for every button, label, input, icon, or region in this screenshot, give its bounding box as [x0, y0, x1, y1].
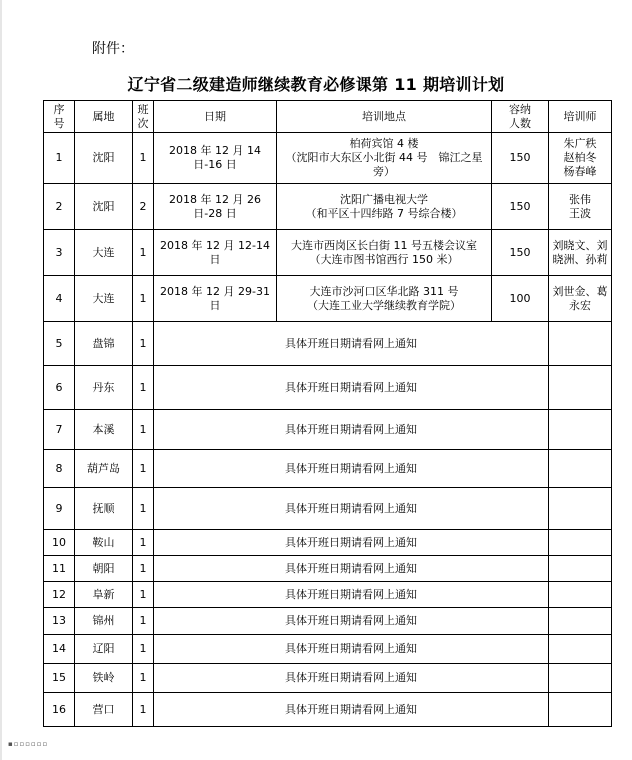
cell-class: 1 [133, 608, 154, 635]
cell-capacity: 150 [492, 184, 549, 230]
header-capacity: 容纳 人数 [492, 101, 549, 133]
cell-trainer-empty [549, 635, 612, 664]
cell-trainer-empty [549, 664, 612, 693]
cell-class: 1 [133, 693, 154, 727]
cell-place: 鞍山 [75, 530, 133, 556]
cell-place: 朝阳 [75, 556, 133, 582]
cell-notice: 具体开班日期请看网上通知 [154, 635, 549, 664]
cell-seq: 3 [44, 230, 75, 276]
cell-place: 铁岭 [75, 664, 133, 693]
cell-capacity: 100 [492, 276, 549, 322]
cell-date: 2018 年 12 月 12-14 日 [154, 230, 277, 276]
cell-seq: 7 [44, 410, 75, 450]
cell-date: 2018 年 12 月 26 日-28 日 [154, 184, 277, 230]
cell-trainer-empty [549, 410, 612, 450]
table-row [44, 582, 612, 608]
cell-seq: 2 [44, 184, 75, 230]
table-row [44, 366, 612, 410]
cell-seq: 10 [44, 530, 75, 556]
cell-place: 阜新 [75, 582, 133, 608]
cell-seq: 1 [44, 133, 75, 184]
cell-trainer-empty [549, 450, 612, 488]
cell-trainer-empty [549, 582, 612, 608]
cell-place: 葫芦岛 [75, 450, 133, 488]
cell-place: 大连 [75, 230, 133, 276]
cell-capacity: 150 [492, 133, 549, 184]
cell-place: 沈阳 [75, 184, 133, 230]
cell-place: 营口 [75, 693, 133, 727]
cell-place: 大连 [75, 276, 133, 322]
cell-class: 1 [133, 450, 154, 488]
footer-mark: ▪▫▫▫▫▫▫ [8, 740, 49, 748]
cell-seq: 12 [44, 582, 75, 608]
cell-date: 2018 年 12 月 14 日-16 日 [154, 133, 277, 184]
cell-trainer-empty [549, 366, 612, 410]
annex-label: 附件： [92, 41, 134, 57]
cell-class: 1 [133, 276, 154, 322]
header-trainer: 培训师 [549, 101, 612, 133]
cell-location: 柏荷宾馆 4 楼 （沈阳市大东区小北街 44 号 锦江之星旁） [277, 133, 492, 184]
cell-class: 1 [133, 530, 154, 556]
training-plan-table [43, 100, 612, 727]
cell-location: 大连市西岗区长白街 11 号五楼会议室 （大连市图书馆西行 150 米） [277, 230, 492, 276]
cell-class: 1 [133, 366, 154, 410]
table-row [44, 608, 612, 635]
header-seq: 序 号 [44, 101, 75, 133]
cell-class: 2 [133, 184, 154, 230]
cell-date: 2018 年 12 月 29-31 日 [154, 276, 277, 322]
cell-notice: 具体开班日期请看网上通知 [154, 664, 549, 693]
cell-seq: 15 [44, 664, 75, 693]
cell-class: 1 [133, 230, 154, 276]
cell-trainer: 朱广秩 赵柏冬 杨春峰 [549, 133, 612, 184]
cell-place: 丹东 [75, 366, 133, 410]
cell-seq: 5 [44, 322, 75, 366]
cell-place: 抚顺 [75, 488, 133, 530]
header-location: 培训地点 [277, 101, 492, 133]
cell-class: 1 [133, 410, 154, 450]
header-place: 属地 [75, 101, 133, 133]
cell-notice: 具体开班日期请看网上通知 [154, 366, 549, 410]
table-row [44, 450, 612, 488]
cell-location: 沈阳广播电视大学 （和平区十四纬路 7 号综合楼） [277, 184, 492, 230]
cell-seq: 9 [44, 488, 75, 530]
table-row [44, 664, 612, 693]
cell-notice: 具体开班日期请看网上通知 [154, 693, 549, 727]
cell-class: 1 [133, 488, 154, 530]
cell-class: 1 [133, 635, 154, 664]
cell-seq: 13 [44, 608, 75, 635]
cell-trainer-empty [549, 556, 612, 582]
table-row [44, 556, 612, 582]
cell-seq: 16 [44, 693, 75, 727]
cell-notice: 具体开班日期请看网上通知 [154, 530, 549, 556]
cell-class: 1 [133, 664, 154, 693]
cell-seq: 6 [44, 366, 75, 410]
cell-capacity: 150 [492, 230, 549, 276]
cell-trainer: 刘世金、葛 永宏 [549, 276, 612, 322]
cell-trainer-empty [549, 608, 612, 635]
cell-seq: 14 [44, 635, 75, 664]
cell-notice: 具体开班日期请看网上通知 [154, 410, 549, 450]
table-row [44, 184, 612, 230]
cell-notice: 具体开班日期请看网上通知 [154, 488, 549, 530]
table-header-row [44, 101, 612, 133]
cell-place: 盘锦 [75, 322, 133, 366]
table-row [44, 230, 612, 276]
cell-notice: 具体开班日期请看网上通知 [154, 608, 549, 635]
table-row [44, 530, 612, 556]
cell-place: 本溪 [75, 410, 133, 450]
cell-notice: 具体开班日期请看网上通知 [154, 322, 549, 366]
table-row [44, 693, 612, 727]
page-edge [0, 0, 2, 760]
cell-trainer-empty [549, 530, 612, 556]
header-class: 班 次 [133, 101, 154, 133]
table-row [44, 635, 612, 664]
cell-location: 大连市沙河口区华北路 311 号 （大连工业大学继续教育学院） [277, 276, 492, 322]
cell-class: 1 [133, 556, 154, 582]
cell-seq: 11 [44, 556, 75, 582]
cell-notice: 具体开班日期请看网上通知 [154, 450, 549, 488]
cell-trainer-empty [549, 488, 612, 530]
table-row [44, 488, 612, 530]
cell-place: 锦州 [75, 608, 133, 635]
table-row [44, 410, 612, 450]
header-date: 日期 [154, 101, 277, 133]
cell-class: 1 [133, 582, 154, 608]
table-row [44, 322, 612, 366]
cell-trainer-empty [549, 322, 612, 366]
cell-notice: 具体开班日期请看网上通知 [154, 556, 549, 582]
cell-trainer-empty [549, 693, 612, 727]
cell-seq: 8 [44, 450, 75, 488]
cell-class: 1 [133, 133, 154, 184]
cell-seq: 4 [44, 276, 75, 322]
table-row [44, 276, 612, 322]
cell-notice: 具体开班日期请看网上通知 [154, 582, 549, 608]
document-title: 辽宁省二级建造师继续教育必修课第 11 期培训计划 [127, 75, 505, 94]
cell-place: 沈阳 [75, 133, 133, 184]
cell-trainer: 刘晓文、刘 晓洲、孙莉 [549, 230, 612, 276]
cell-class: 1 [133, 322, 154, 366]
table-row [44, 133, 612, 184]
cell-place: 辽阳 [75, 635, 133, 664]
cell-trainer: 张伟 王波 [549, 184, 612, 230]
